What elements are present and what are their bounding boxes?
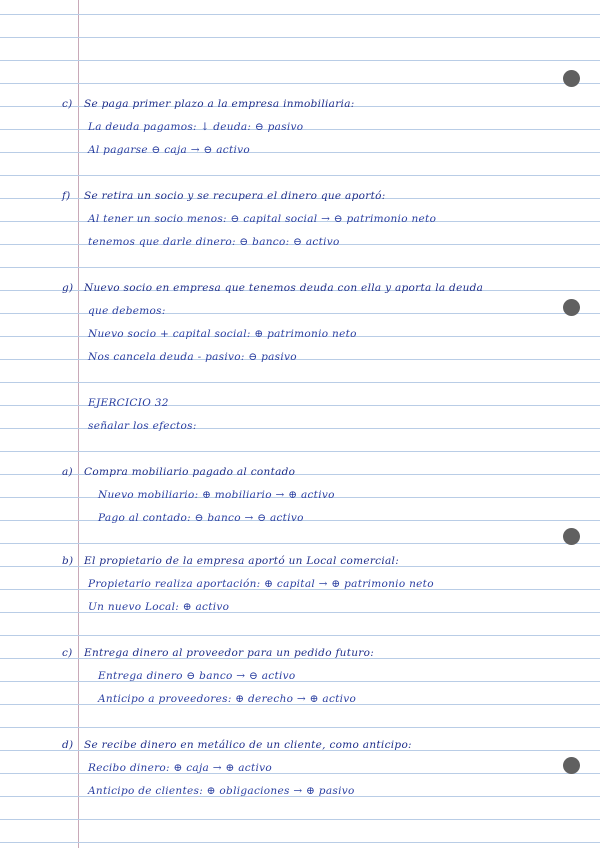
binder-hole <box>563 70 580 87</box>
exercise-subheading: señalar los efectos: <box>88 420 197 432</box>
note-line: Anticipo de clientes: ⊕ obligaciones → ⊕ pasivo <box>88 785 355 797</box>
note-line: Pago al contado: ⊖ banco → ⊖ activo <box>98 512 304 524</box>
section-title: g) Nuevo socio en empresa que tenemos deuda con ella y aporta la deuda <box>62 282 484 294</box>
note-line: Nos cancela deuda - pasivo: ⊖ pasivo <box>88 351 297 363</box>
section-title: b) El propietario de la empresa aportó un Local comercial: <box>62 555 400 567</box>
note-line: Propietario realiza aportación: ⊕ capital → ⊕ patrimonio neto <box>88 578 434 590</box>
note-line: tenemos que darle dinero: ⊖ banco: ⊖ activo <box>88 236 340 248</box>
section-title: d) Se recibe dinero en metálico de un cliente, como anticipo: <box>62 739 412 751</box>
note-line: Nuevo socio + capital social: ⊕ patrimonio neto <box>88 328 357 340</box>
margin-line <box>78 0 79 848</box>
note-line: Recibo dinero: ⊕ caja → ⊕ activo <box>88 762 272 774</box>
note-line: La deuda pagamos: ↓ deuda: ⊖ pasivo <box>88 121 304 133</box>
note-line: Anticipo a proveedores: ⊕ derecho → ⊕ activo <box>98 693 357 705</box>
binder-hole <box>563 757 580 774</box>
note-line: Un nuevo Local: ⊕ activo <box>88 601 230 613</box>
section-title-cont: que debemos: <box>88 305 166 317</box>
note-line: Al pagarse ⊖ caja → ⊖ activo <box>88 144 250 156</box>
section-title: a) Compra mobiliario pagado al contado <box>62 466 296 478</box>
binder-hole <box>563 528 580 545</box>
section-title: f) Se retira un socio y se recupera el dinero que aportó: <box>62 190 386 202</box>
binder-hole <box>563 299 580 316</box>
note-line: Entrega dinero ⊖ banco → ⊖ activo <box>98 670 296 682</box>
section-title: c) Entrega dinero al proveedor para un pedido futuro: <box>62 647 375 659</box>
note-line: Nuevo mobiliario: ⊕ mobiliario → ⊕ activo <box>98 489 335 501</box>
note-line: Al tener un socio menos: ⊖ capital social → ⊖ patrimonio neto <box>88 213 437 225</box>
section-title: c) Se paga primer plazo a la empresa inmobiliaria: <box>62 98 355 110</box>
exercise-heading: EJERCICIO 32 <box>88 397 169 409</box>
